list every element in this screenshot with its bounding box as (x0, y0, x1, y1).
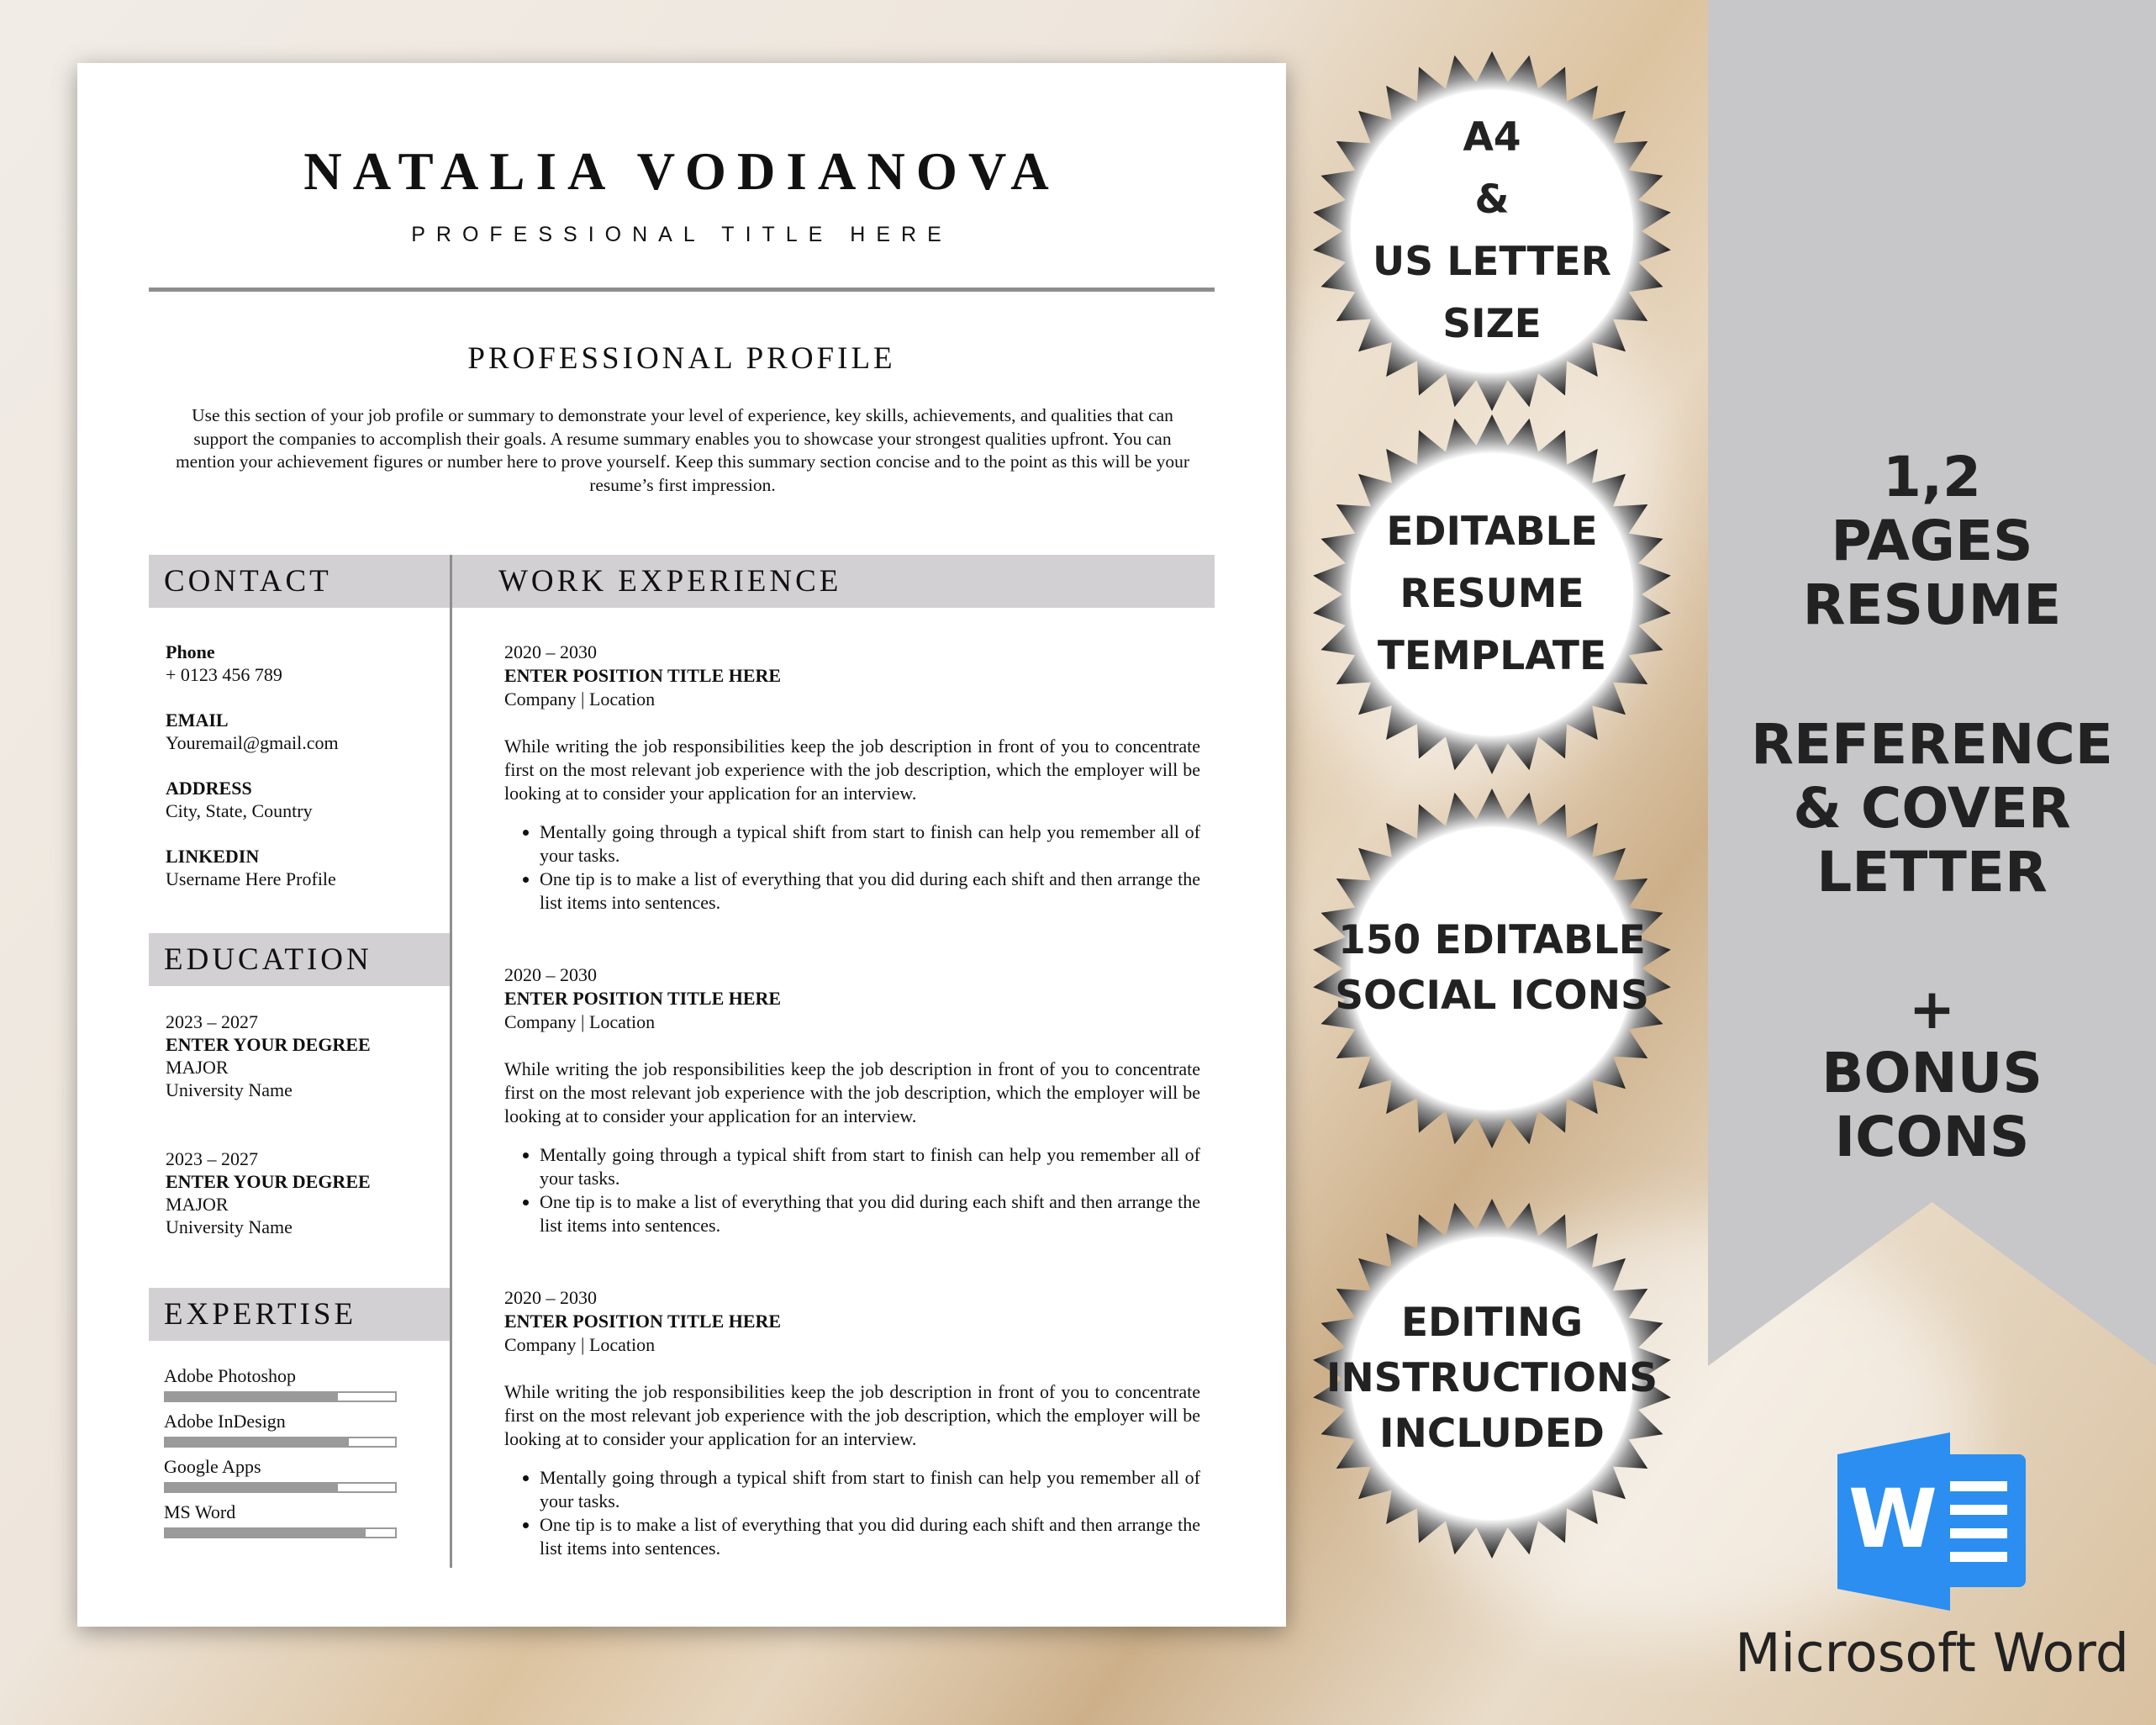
job-bullets (504, 820, 1200, 915)
job-bullet: • One tip is to make a list of everything that you did during each shift and then arrange the list items into sentences. (540, 1513, 1200, 1560)
contact-value: Youremail@gmail.com (166, 732, 339, 753)
education-item (166, 1147, 371, 1238)
skill-name: Adobe Photoshop (164, 1365, 297, 1386)
job-position: ENTER POSITION TITLE HERE (504, 1311, 782, 1332)
skill-name: Adobe InDesign (164, 1411, 286, 1432)
badge-text (1307, 409, 1677, 779)
ribbon-line: 1,2 (1883, 445, 1981, 509)
contact-item (166, 709, 339, 754)
ribbon-reference (1708, 713, 2156, 905)
badge-line: INSTRUCTIONS (1326, 1355, 1658, 1401)
profile-heading: PROFESSIONAL PROFILE (467, 341, 896, 376)
education-section-bar (149, 933, 450, 986)
education-years: 2023 – 2027 (166, 1148, 258, 1169)
job-company: Company | Location (504, 688, 656, 710)
badge-line: 150 EDITABLE (1338, 917, 1646, 963)
work-section-bar (452, 555, 1215, 608)
badge-line: EDITING (1400, 1300, 1584, 1346)
education-heading: EDUCATION (164, 942, 372, 977)
education-school: University Name (166, 1079, 293, 1100)
badge-line: TEMPLATE (1377, 633, 1607, 679)
contact-value: Username Here Profile (166, 868, 336, 889)
job-years: 2020 – 2030 (504, 1287, 597, 1308)
job-description: While writing the job responsibilities keep the job description in front of you to concentrate first on the most relevant job experience with the job description, which the employer will be looking at to consider your application for an interview. (504, 1381, 1200, 1449)
job-bullet: • Mentally going through a typical shift from start to finish can help you remember all of your tasks. (540, 820, 1200, 868)
contact-label: LINKEDIN (166, 846, 260, 867)
skill-bar (164, 1437, 397, 1448)
badge-line: A4 (1463, 114, 1521, 161)
contact-label: Phone (166, 641, 215, 662)
contact-section-bar (149, 555, 450, 608)
badge-line: RESUME (1400, 571, 1584, 617)
education-school: University Name (166, 1216, 293, 1237)
job-years: 2020 – 2030 (504, 641, 597, 662)
job-description: While writing the job responsibilities keep the job description in front of you to concentrate first on the most relevant job experience with the job description, which the employer will be looking at to consider your application for an interview. (504, 1058, 1200, 1126)
job-years: 2020 – 2030 (504, 964, 597, 985)
badge-line: & (1474, 177, 1510, 223)
microsoft-word-icon (1832, 1429, 2034, 1614)
contact-label: EMAIL (166, 710, 229, 731)
ribbon-line: ICONS (1834, 1105, 2030, 1169)
contact-item (166, 777, 313, 822)
ribbon-line: REFERENCE (1751, 712, 2113, 777)
job-bullet: • Mentally going through a typical shift from start to finish can help you remember all of your tasks. (540, 1466, 1200, 1513)
contact-value: + 0123 456 789 (166, 664, 282, 685)
job-company: Company | Location (504, 1334, 656, 1355)
skill-bar-fill (166, 1393, 338, 1401)
resume-page (77, 63, 1286, 1627)
ribbon-pages (1708, 446, 2156, 637)
instructions-badge (1307, 1194, 1677, 1564)
resume-name: NATALIA VODIANOVA (303, 142, 1060, 201)
badge-text (1307, 783, 1677, 1153)
contact-item (166, 641, 282, 686)
job-bullet: • One tip is to make a list of everything that you did during each shift and then arrange the list items into sentences. (540, 1190, 1200, 1237)
expertise-section-bar (149, 1288, 450, 1341)
badge-line: US LETTER (1373, 239, 1611, 285)
badge-line: EDITABLE (1386, 509, 1598, 555)
contact-label: ADDRESS (166, 778, 252, 799)
job-bullets (504, 1466, 1200, 1560)
badge-line: SOCIAL ICONS (1335, 973, 1649, 1019)
work-heading: WORK EXPERIENCE (498, 564, 842, 599)
job-entry (504, 963, 1200, 1237)
education-major: MAJOR (166, 1194, 229, 1215)
ribbon-line: BONUS (1821, 1041, 2043, 1105)
education-major: MAJOR (166, 1057, 229, 1078)
ribbon-line: + (1908, 977, 1956, 1042)
skill-bar-fill (166, 1484, 338, 1491)
education-years: 2023 – 2027 (166, 1011, 258, 1032)
column-divider (450, 555, 452, 1568)
job-entry (504, 1286, 1200, 1560)
contact-item (166, 845, 336, 890)
badge-line: INCLUDED (1379, 1411, 1605, 1457)
job-description: While writing the job responsibilities keep the job description in front of you to concentrate first on the most relevant job experience with the job description, which the employer will be looking at to consider your application for an interview. (504, 736, 1200, 804)
editable-badge (1307, 409, 1677, 779)
job-bullets (504, 1143, 1200, 1237)
skill-name: MS Word (164, 1501, 236, 1522)
ribbon-line: LETTER (1816, 840, 2048, 905)
education-item (166, 1010, 371, 1101)
skill-name: Google Apps (164, 1456, 261, 1477)
skill-bar (164, 1391, 397, 1402)
job-bullet: • One tip is to make a list of everything that you did during each shift and then arrange the list items into sentences. (540, 868, 1200, 915)
badge-line: SIZE (1442, 301, 1542, 347)
job-entry (504, 641, 1200, 915)
ribbon-line: RESUME (1802, 572, 2062, 637)
contact-value: City, State, Country (166, 800, 313, 821)
job-bullet: • Mentally going through a typical shift from start to finish can help you remember all of your tasks. (540, 1143, 1200, 1190)
resume-title: PROFESSIONAL TITLE HERE (411, 223, 952, 246)
expertise-heading: EXPERTISE (164, 1297, 357, 1332)
contact-heading: CONTACT (164, 564, 332, 599)
skill-bar (164, 1482, 397, 1493)
education-degree: ENTER YOUR DEGREE (166, 1034, 371, 1055)
microsoft-word-caption: Microsoft Word (1735, 1622, 2129, 1684)
badge-text (1307, 1194, 1677, 1564)
size-badge (1307, 46, 1677, 416)
profile-text: Use this section of your job profile or summary to demonstrate your level of experience, key skills, achievements, and qualities that can support the companies to accomplish their goals. A resume summary enables you to showcase your strongest qualities upfront. You can mention your achievement figures or number here to prove yourself. Keep this summary section concise and to the point as this will be your resume’s first impression. (175, 405, 1190, 495)
icons-badge (1307, 783, 1677, 1153)
badge-text (1307, 46, 1677, 416)
skill-bar-fill (166, 1529, 366, 1537)
job-position: ENTER POSITION TITLE HERE (504, 665, 782, 686)
job-position: ENTER POSITION TITLE HERE (504, 988, 782, 1009)
ribbon-line: & COVER (1793, 776, 2071, 841)
skill-bar (164, 1527, 397, 1538)
education-degree: ENTER YOUR DEGREE (166, 1171, 371, 1192)
skill-bar-fill (166, 1438, 349, 1446)
job-company: Company | Location (504, 1011, 656, 1032)
ribbon-line: PAGES (1831, 509, 2033, 573)
word-logo-letter: W (1848, 1472, 1937, 1566)
header-divider (149, 288, 1215, 292)
ribbon-bonus (1708, 978, 2156, 1169)
